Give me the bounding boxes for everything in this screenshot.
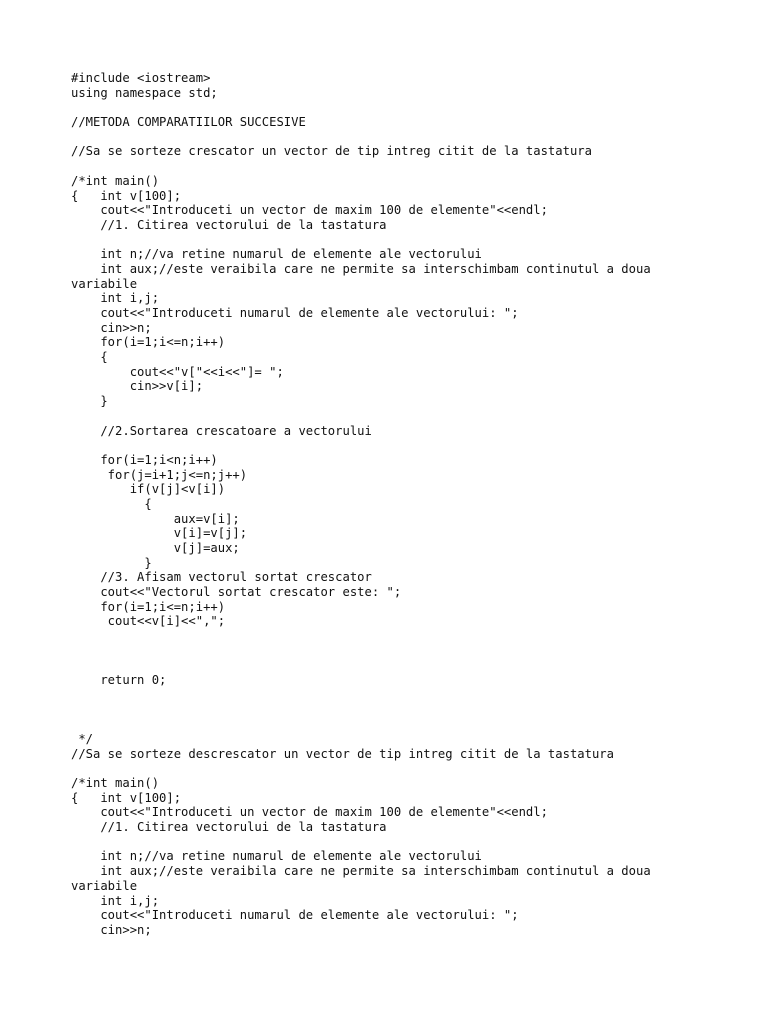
code-line: cout<<"Introduceti numarul de elemente ale vectorului: "; (71, 908, 519, 923)
code-line: /*int main() (71, 776, 160, 790)
code-line: //3. Afisam vectorul sortat crescator (71, 570, 372, 585)
code-line (71, 761, 751, 776)
code-line: cin>>n; (71, 922, 152, 937)
code-line: //1. Citirea vectorului de la tastatura (71, 820, 387, 835)
code-line: int i,j; (71, 893, 160, 908)
code-line: for(i=1;i<=n;i++) (71, 335, 226, 350)
code-line: { (71, 350, 108, 365)
code-line (71, 688, 751, 703)
code-line (71, 100, 751, 115)
code-line: int aux;//este veraibila care ne permite sa interschimbam continutul a doua (71, 261, 651, 276)
code-line: return 0; (71, 673, 167, 688)
code-line: #include <iostream> (71, 71, 211, 85)
code-line: cout<<"Introduceti un vector de maxim 100 de elemente"<<endl; (71, 805, 548, 820)
code-line: /*int main() (71, 173, 160, 188)
code-line: cout<<"Vectorul sortat crescator este: "; (71, 585, 402, 600)
code-line: v[i]=v[j]; (71, 526, 248, 541)
code-line: if(v[j]<v[i]) (71, 482, 226, 497)
code-line: variabile (71, 276, 138, 291)
code-line (71, 233, 751, 248)
code-line: */ (71, 731, 94, 746)
code-line: //Sa se sorteze crescator un vector de tip intreg citit de la tastatura (71, 144, 592, 159)
code-line: int aux;//este veraibila care ne permite sa interschimbam continutul a doua (71, 864, 651, 879)
code-line: for(i=1;i<n;i++) (71, 452, 218, 467)
code-line: //2.Sortarea crescatoare a vectorului (71, 423, 372, 438)
code-line: //METODA COMPARATIILOR SUCCESIVE (71, 115, 306, 130)
code-line (71, 409, 751, 424)
code-line: int n;//va retine numarul de elemente ale vectorului (71, 247, 482, 262)
code-line (71, 835, 751, 850)
code-line: } (71, 394, 108, 409)
code-line: aux=v[i]; (71, 511, 240, 526)
code-line: { (71, 496, 152, 511)
code-line (71, 644, 751, 659)
code-line (71, 659, 751, 674)
code-line: { int v[100]; (71, 188, 182, 203)
code-listing (71, 71, 751, 938)
code-line: cout<<"Introduceti un vector de maxim 100 de elemente"<<endl; (71, 203, 548, 218)
code-line: int n;//va retine numarul de elemente ale vectorului (71, 849, 482, 864)
code-line: { int v[100]; (71, 790, 182, 805)
code-line: cin>>n; (71, 320, 152, 335)
code-line: for(i=1;i<=n;i++) (71, 599, 226, 614)
code-line: int i,j; (71, 291, 160, 306)
code-line: //1. Citirea vectorului de la tastatura (71, 217, 387, 232)
code-line (71, 130, 751, 145)
code-line: for(j=i+1;j<=n;j++) (71, 467, 248, 482)
code-line: cout<<"Introduceti numarul de elemente ale vectorului: "; (71, 306, 519, 320)
code-line: cout<<v[i]<<","; (71, 614, 226, 629)
code-line: using namespace std; (71, 85, 218, 100)
code-line: cin>>v[i]; (71, 379, 204, 394)
code-line (71, 703, 751, 718)
code-line (71, 438, 751, 453)
code-line: v[j]=aux; (71, 541, 240, 555)
code-line: } (71, 555, 152, 570)
code-line: cout<<"v["<<i<<"]= "; (71, 364, 284, 379)
code-line: //Sa se sorteze descrescator un vector de tip intreg citit de la tastatura (71, 746, 614, 761)
code-line (71, 159, 751, 174)
code-line (71, 629, 751, 644)
code-line: variabile (71, 878, 138, 893)
code-line (71, 717, 751, 732)
